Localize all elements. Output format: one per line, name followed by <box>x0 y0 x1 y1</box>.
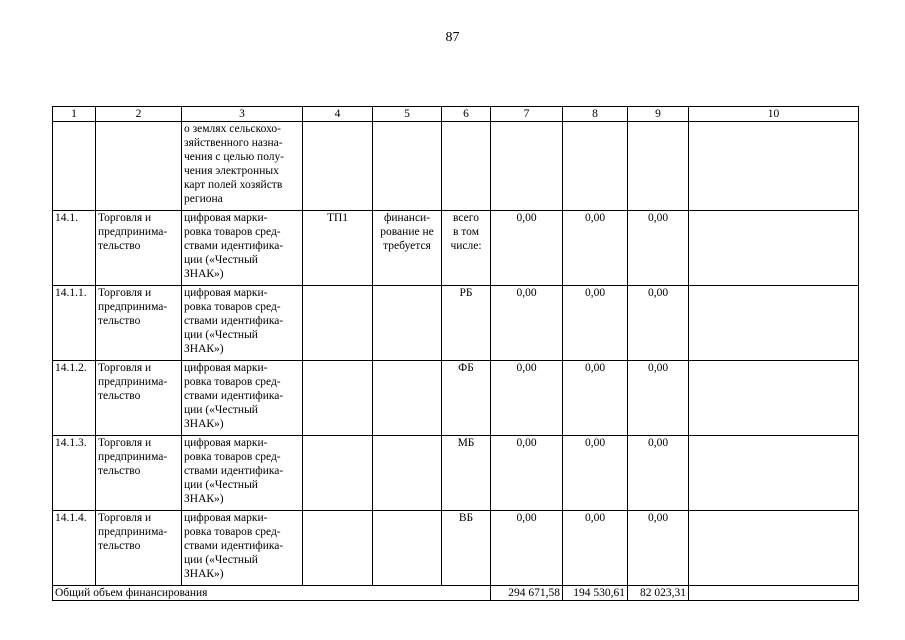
text-line: МБ <box>457 437 475 449</box>
text-line: в том <box>453 226 479 238</box>
text-line: зяйственного назна- <box>184 137 283 149</box>
text-line: тельство <box>98 315 141 327</box>
text-line: тельство <box>98 540 141 552</box>
code-cell <box>303 286 373 361</box>
row-number: 14.1.2. <box>53 361 96 436</box>
table-cell <box>96 122 182 211</box>
text-line: ЗНАК») <box>184 568 224 580</box>
total-amount: 294 671,58 <box>491 586 563 601</box>
column-number: 7 <box>491 107 563 122</box>
text-line: ции («Честный <box>184 554 258 566</box>
table-cell <box>628 122 689 211</box>
total-amount: 194 530,61 <box>563 586 628 601</box>
table-row <box>53 361 859 436</box>
amount-cell: 0,00 <box>491 286 563 361</box>
column-number: 1 <box>53 107 96 122</box>
text-line: чения с целью полу- <box>184 151 285 163</box>
code-cell <box>303 436 373 511</box>
text-line: ровка товаров сред- <box>184 226 281 238</box>
text-line: ЗНАК») <box>184 343 224 355</box>
column-number-row <box>53 107 859 122</box>
amount-cell: 0,00 <box>563 511 628 586</box>
table-cell <box>689 436 859 511</box>
page-number: 87 <box>445 30 460 45</box>
text-line: ции («Честный <box>184 329 258 341</box>
code-cell: ТП1 <box>303 211 373 286</box>
text-line: цифровая марки- <box>184 512 268 524</box>
table-cell <box>491 122 563 211</box>
amount-cell: 0,00 <box>628 436 689 511</box>
table-cell <box>373 122 442 211</box>
text-line: ствами идентифика- <box>184 390 284 402</box>
text-line: РБ <box>459 287 473 299</box>
column-number: 10 <box>689 107 859 122</box>
table-cell <box>689 211 859 286</box>
amount-cell: 0,00 <box>491 211 563 286</box>
budget-source-cell <box>442 436 491 511</box>
text-line: всего <box>453 212 479 224</box>
table-cell <box>689 361 859 436</box>
text-line: предпринима- <box>98 451 168 463</box>
amount-cell: 0,00 <box>563 361 628 436</box>
table-cell <box>689 122 859 211</box>
row-number: 14.1. <box>53 211 96 286</box>
text-line: Торговля и <box>98 287 152 299</box>
table-cell <box>563 122 628 211</box>
continuation-row <box>53 122 859 211</box>
text-line: ции («Честный <box>184 254 258 266</box>
financing-note-cell <box>373 286 442 361</box>
column-number: 4 <box>303 107 373 122</box>
row-number: 14.1.4. <box>53 511 96 586</box>
budget-source-cell <box>442 211 491 286</box>
text-line: цифровая марки- <box>184 212 268 224</box>
amount-cell: 0,00 <box>563 436 628 511</box>
text-line: ции («Честный <box>184 479 258 491</box>
text-line: карт полей хозяйств <box>184 179 283 191</box>
text-line: региона <box>184 193 223 205</box>
measure-cell <box>182 361 303 436</box>
amount-cell: 0,00 <box>563 211 628 286</box>
amount-cell: 0,00 <box>563 286 628 361</box>
column-number: 8 <box>563 107 628 122</box>
budget-source-cell <box>442 286 491 361</box>
amount-cell: 0,00 <box>491 436 563 511</box>
text-line: ствами идентифика- <box>184 540 284 552</box>
text-line: ровка товаров сред- <box>184 301 281 313</box>
text-line: ровка товаров сред- <box>184 526 281 538</box>
text-line: предпринима- <box>98 376 168 388</box>
measure-cell <box>182 286 303 361</box>
text-line: предпринима- <box>98 526 168 538</box>
column-number: 5 <box>373 107 442 122</box>
sector-cell <box>96 361 182 436</box>
text-line: ЗНАК») <box>184 493 224 505</box>
text-line: ЗНАК») <box>184 418 224 430</box>
amount-cell: 0,00 <box>628 361 689 436</box>
budget-source-cell <box>442 511 491 586</box>
row-number: 14.1.1. <box>53 286 96 361</box>
text-line: Торговля и <box>98 212 152 224</box>
text-line: Торговля и <box>98 437 152 449</box>
text-line: ровка товаров сред- <box>184 451 281 463</box>
table-row <box>53 286 859 361</box>
text-line: Торговля и <box>98 512 152 524</box>
text-line: чения электронных <box>184 165 279 177</box>
text-line: ровка товаров сред- <box>184 376 281 388</box>
text-line: Торговля и <box>98 362 152 374</box>
financing-note-cell <box>373 511 442 586</box>
table-cell <box>689 511 859 586</box>
text-line: требуется <box>383 240 431 252</box>
table-row <box>53 511 859 586</box>
text-line: предпринима- <box>98 226 168 238</box>
financing-note-cell <box>373 361 442 436</box>
text-line: ствами идентифика- <box>184 465 284 477</box>
financing-note-cell <box>373 211 442 286</box>
amount-cell: 0,00 <box>491 361 563 436</box>
text-line: цифровая марки- <box>184 362 268 374</box>
total-amount: 82 023,31 <box>628 586 689 601</box>
amount-cell: 0,00 <box>628 511 689 586</box>
text-line: ствами идентифика- <box>184 315 284 327</box>
total-row <box>53 586 859 601</box>
budget-source-cell <box>442 361 491 436</box>
table-cell <box>442 122 491 211</box>
financing-note-cell <box>373 436 442 511</box>
text-line: ЗНАК») <box>184 268 224 280</box>
column-number: 2 <box>96 107 182 122</box>
total-label: Общий объем финансирования <box>53 586 491 601</box>
amount-cell: 0,00 <box>628 211 689 286</box>
text-line: предпринима- <box>98 301 168 313</box>
sector-cell <box>96 211 182 286</box>
text-line: ВБ <box>458 512 474 524</box>
table-cell <box>303 122 373 211</box>
measure-cell <box>182 511 303 586</box>
text-line: тельство <box>98 390 141 402</box>
text-line: числе: <box>450 240 482 252</box>
text-line: о землях сельскохо- <box>184 123 281 135</box>
text-line: тельство <box>98 465 141 477</box>
text-line: финанси- <box>383 212 431 224</box>
table-row <box>53 211 859 286</box>
amount-cell: 0,00 <box>628 286 689 361</box>
sector-cell <box>96 511 182 586</box>
table-cell <box>689 586 859 601</box>
text-line: цифровая марки- <box>184 437 268 449</box>
table-row <box>53 436 859 511</box>
text-line: ствами идентифика- <box>184 240 284 252</box>
code-cell <box>303 511 373 586</box>
text-line: ФБ <box>458 362 474 374</box>
measure-cell <box>182 211 303 286</box>
table-cell <box>689 286 859 361</box>
sector-cell <box>96 436 182 511</box>
row-number: 14.1.3. <box>53 436 96 511</box>
column-number: 9 <box>628 107 689 122</box>
continuation-text <box>182 122 303 211</box>
sector-cell <box>96 286 182 361</box>
financing-table <box>52 106 859 601</box>
text-line: рование не <box>380 226 434 238</box>
code-cell <box>303 361 373 436</box>
text-line: цифровая марки- <box>184 287 268 299</box>
measure-cell <box>182 436 303 511</box>
text-line: тельство <box>98 240 141 252</box>
table-cell <box>53 122 96 211</box>
amount-cell: 0,00 <box>491 511 563 586</box>
column-number: 3 <box>182 107 303 122</box>
column-number: 6 <box>442 107 491 122</box>
text-line: ции («Честный <box>184 404 258 416</box>
